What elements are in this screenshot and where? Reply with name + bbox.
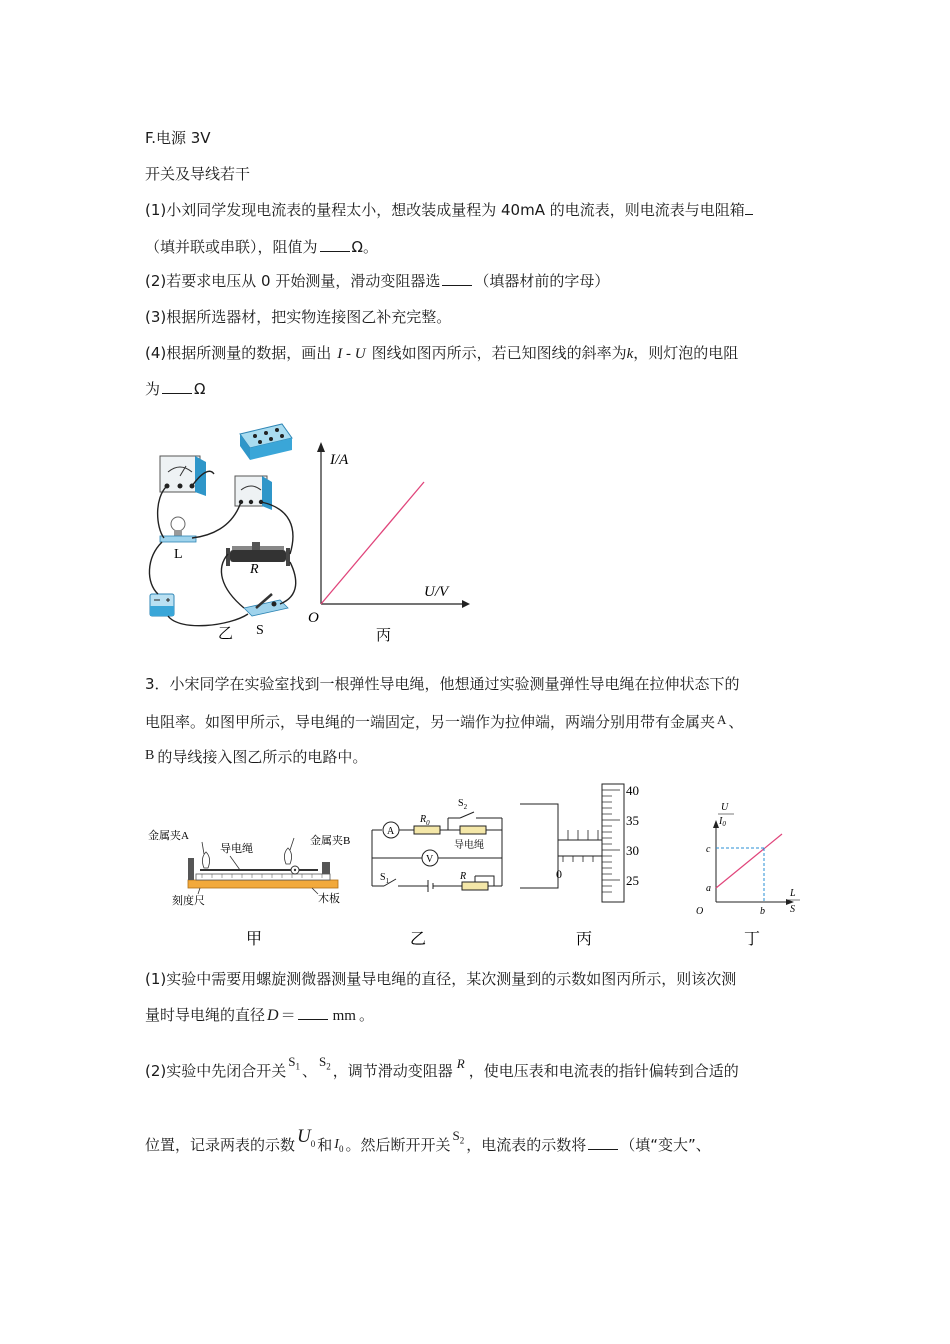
figure-jia: [148, 828, 350, 948]
iu-line: [321, 482, 424, 604]
origin-label: O: [308, 610, 319, 626]
label-rope: 导电绳: [220, 843, 253, 855]
answer-blank: [298, 1005, 328, 1020]
iu-graph: [308, 442, 470, 644]
voltmeter-icon: [160, 456, 206, 496]
thimble-label: 40: [626, 783, 639, 798]
label-r: R: [250, 562, 259, 577]
question-3: (3)根据所选器材，把实物连接图乙补充完整。: [145, 308, 452, 326]
y-label-num: U: [721, 802, 729, 813]
figure-yi-bing: [140, 418, 470, 650]
problem-3-line-2: 电阻率。如图甲所示，导电绳的一端固定，另一端作为拉伸端，两端分别用带有金属夹 A 、: [145, 712, 744, 731]
question-4-line-2: 为 Ω: [145, 380, 206, 398]
x-label-den: S: [790, 904, 795, 915]
question-4-line-1: (4)根据所测量的数据，画出 I - U 图线如图丙所示，若已知图线的斜率为k，则灯泡的电阻: [145, 344, 739, 362]
figure-row-2: [140, 776, 810, 954]
figure-yi-circuit: [372, 812, 502, 892]
battery-icon: [150, 594, 174, 616]
ding-line: [716, 834, 782, 888]
rope-label-circuit: 导电绳: [454, 840, 484, 851]
figure-ding-graph: [696, 802, 800, 948]
label-ruler: 刻度尺: [172, 895, 205, 907]
clamp-a-icon: [202, 852, 209, 868]
thimble-label: 30: [626, 843, 639, 858]
x-label-num: L: [790, 888, 796, 899]
answer-blank: [588, 1135, 618, 1150]
ammeter-label: A: [387, 826, 395, 837]
sub-question-2-line-2: 位置，记录两表的示数 $U_0$ 和 $I_0$ 。然后断开开关$S_2$ ，电流表的示数将 （填“变大”、: [145, 1126, 711, 1154]
label-s: S: [256, 623, 264, 638]
sub-question-2-line-1: (2)实验中先闭合开关$S_1$ 、$S_2$ ，调节滑动变阻器 R ，使电压表和电流表的指针偏转到合适的: [145, 1054, 739, 1080]
label-board: 木板: [318, 893, 340, 905]
r-label: R: [460, 871, 467, 882]
axis-label-y: I/A: [330, 452, 349, 468]
label-clamp-b: 金属夹B: [310, 835, 351, 847]
caption-yi: 乙: [218, 626, 234, 642]
r0-label: $R_0$: [420, 814, 430, 827]
figure-yi-labels: [380, 798, 484, 948]
clamp-b-icon: [284, 848, 291, 864]
caption-bing: 丙: [376, 628, 392, 644]
caption-yi-2: 乙: [410, 931, 427, 948]
problem-3-line-3: B 的导线接入图乙所示的电路中。: [145, 748, 368, 766]
sub-question-1-line-1: (1)实验中需要用螺旋测微器测量导电绳的直径，某次测量到的示数如图丙所示，则该次测: [145, 970, 737, 988]
label-a: a: [706, 883, 711, 894]
question-1-line-2: （填并联或串联），阻值为 Ω。: [145, 238, 378, 256]
answer-blank: [320, 237, 350, 252]
caption-bing-2: 丙: [576, 931, 593, 948]
answer-blank: [162, 379, 192, 394]
switch-icon: [244, 594, 288, 616]
sub-question-1-line-2: 量时导电绳的直径 D ＝ mm 。: [145, 1006, 374, 1024]
axis-label-x: U/V: [424, 584, 449, 600]
ruler: [196, 874, 330, 880]
label-o: O: [696, 906, 704, 917]
question-2: (2)若要求电压从 0 开始测量，滑动变阻器选 （填器材前的字母）: [145, 272, 610, 290]
question-1-line-1: (1)小刘同学发现电流表的量程太小，想改装成量程为 40mA 的电流表，则电流表与电阻箱: [145, 200, 753, 220]
thimble-label: 25: [626, 873, 639, 888]
s2-label: $S_2$: [458, 798, 468, 811]
s1-label: $S_1$: [380, 872, 390, 885]
voltmeter-label: V: [426, 854, 434, 865]
answer-blank: [442, 271, 472, 286]
label-clamp-a: 金属夹A: [148, 830, 189, 842]
line-switch-wires: 开关及导线若干: [145, 165, 251, 183]
label-b: b: [760, 906, 765, 917]
wood-board: [188, 880, 338, 888]
figure-micrometer: [520, 783, 639, 948]
line-power-source: F.电源 3V: [145, 129, 211, 147]
problem-3-line-1: 3．小宋同学在实验室找到一根弹性导电绳，他想通过实验测量弹性导电绳在拉伸状态下的: [145, 675, 740, 693]
micrometer-zero: 0: [556, 867, 562, 881]
label-l: L: [174, 547, 183, 562]
y-label-den: $I_0$: [719, 816, 726, 828]
label-c: c: [706, 844, 711, 855]
caption-ding: 丁: [744, 931, 761, 948]
caption-jia: 甲: [246, 931, 263, 948]
bulb-icon: [160, 517, 196, 542]
resistor-box-icon: [240, 424, 292, 460]
thimble-label: 35: [626, 813, 639, 828]
answer-blank: [745, 200, 753, 215]
